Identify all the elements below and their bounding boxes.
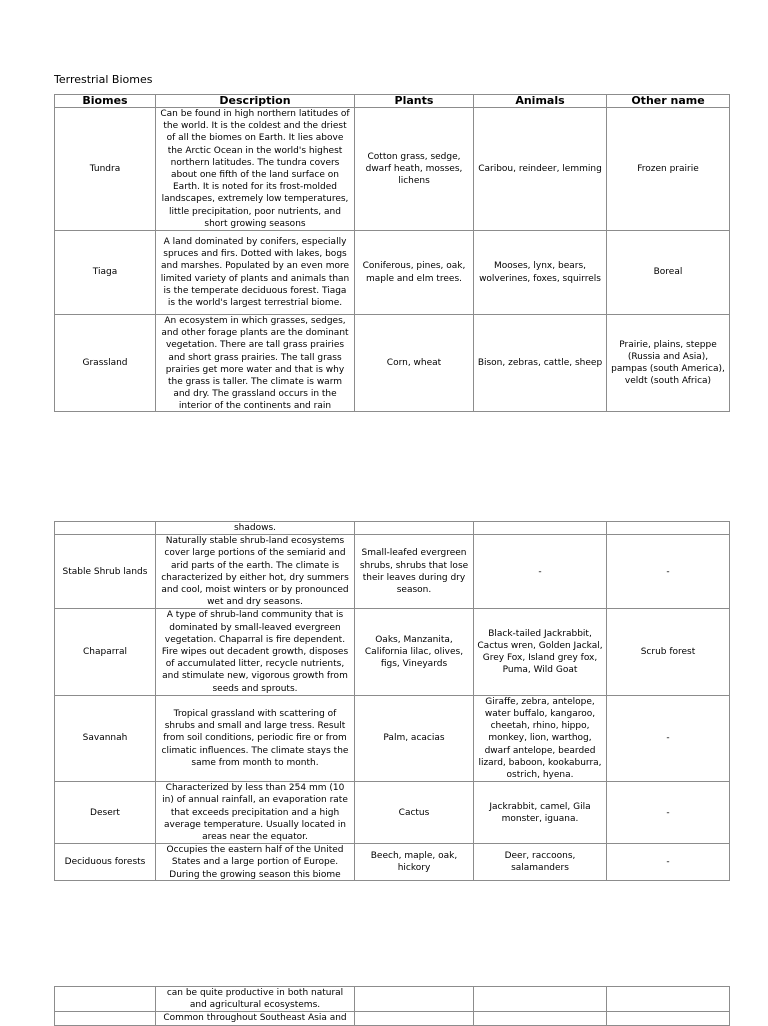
other-name-cell: - [607,844,730,881]
biome-cell: Tiaga [55,231,156,315]
animals-cell: - [474,535,607,609]
header-other-name: Other name [607,95,730,108]
table-row-tundra [55,108,730,231]
description-cell [156,844,355,881]
description-cell [156,315,355,412]
animals-cell: Caribou, reindeer, lemming [474,108,607,231]
header-biomes: Biomes [55,95,156,108]
animals-cell: Deer, raccoons, salamanders [474,844,607,881]
plants-cell: Cotton grass, sedge, dwarf heath, mosses, lichens [355,108,474,231]
animals-cell: Black-tailed Jackrabbit, Cactus wren, Golden Jackal, Grey Fox, Island grey fox, Puma, Wild Goat [474,609,607,695]
description-cell: A land dominated by conifers, especially spruces and firs. Dotted with lakes, bogs and marshes. Populated by an even more limited variety of plants and animals than is the temperate deciduous forest. Tiaga is the world's largest terrestrial biome. [156,231,355,315]
other-name-cell: - [607,695,730,781]
other-name-cell: - [607,535,730,609]
other-name-cell: Prairie, plains, steppe (Russia and Asia), pampas (south America), veldt (south Africa) [607,315,730,412]
table-row-grassland [55,315,730,412]
plants-cell: Cactus [355,782,474,844]
biome-cell [55,522,156,535]
other-name-cell: Frozen prairie [607,108,730,231]
description-cell: A type of shrub-land community that is dominated by small-leaved evergreen vegetation. Chaparral is fire dependent. Fire wipes out decadent growth, disposes of accumulated litter, recycle nutrients, and stimulate new, vigorous growth from seeds and sprouts. [156,609,355,695]
other-name-cell [607,522,730,535]
biome-cell: Desert [55,782,156,844]
animals-cell: Bison, zebras, cattle, sheep [474,315,607,412]
biomes-table-page3 [54,986,730,1026]
plants-cell: Palm, acacias [355,695,474,781]
header-description: Description [156,95,355,108]
table-row-tiaga [55,231,730,315]
table-header-row [55,95,730,108]
description-text: Common throughout Southeast Asia and [163,1013,347,1024]
animals-cell: Giraffe, zebra, antelope, water buffalo, kangaroo, cheetah, rhino, hippo, monkey, lion, warthog, dwarf antelope, bearded lizard, baboon, kookaburra, ostrich, hyena. [474,695,607,781]
biomes-table-page2 [54,521,730,881]
table-row-continuation [55,987,730,1012]
table-row-deciduous-forests [55,844,730,881]
description-cell: Can be found in high northern latitudes of the world. It is the coldest and the driest of all the biomes on Earth. It lies above the Arctic Ocean in the world's highest northern latitudes. The tundra covers about one fifth of the land surface on Earth. It is noted for its frost-molded landscapes, extremely low temperatures, little precipitation, poor nutrients, and short growing seasons [156,108,355,231]
plants-cell: Small-leafed evergreen shrubs, shrubs that lose their leaves during dry season. [355,535,474,609]
header-plants: Plants [355,95,474,108]
description-cell: can be quite productive in both natural and agricultural ecosystems. [156,987,355,1012]
table-row-chaparral [55,609,730,695]
document-title: Terrestrial Biomes [54,73,153,86]
description-cell: Naturally stable shrub-land ecosystems cover large portions of the semiarid and arid parts of the earth. The climate is characterized by either hot, dry summers and cool, moist winters or by pronounced wet and dry seasons. [156,535,355,609]
table-row-desert [55,782,730,844]
description-text: An ecosystem in which grasses, sedges, and other forage plants are the dominant vegetation. There are tall grass prairies and short grass prairies. The tall grass prairies get more water and that is why the grass is taller. The climate is warm and dry. The grassland occurs in the interior of the continents and rain [161,316,349,412]
description-cell: shadows. [156,522,355,535]
animals-cell [474,522,607,535]
plants-cell: Beech, maple, oak, hickory [355,844,474,881]
description-text: Occupies the eastern half of the United States and a large portion of Europe. During the growing season this biome [166,845,344,880]
biome-cell: Chaparral [55,609,156,695]
other-name-cell: Scrub forest [607,609,730,695]
plants-cell [355,987,474,1012]
biome-cell [55,987,156,1012]
animals-cell: Mooses, lynx, bears, wolverines, foxes, squirrels [474,231,607,315]
biome-cell: Deciduous forests [55,844,156,881]
plants-cell: Corn, wheat [355,315,474,412]
other-name-cell [607,987,730,1012]
plants-cell: Coniferous, pines, oak, maple and elm trees. [355,231,474,315]
biomes-table-page1 [54,94,730,412]
header-animals: Animals [474,95,607,108]
biome-cell: Savannah [55,695,156,781]
biome-cell: Stable Shrub lands [55,535,156,609]
plants-cell: Oaks, Manzanita, California lilac, olives, figs, Vineyards [355,609,474,695]
plants-cell [355,522,474,535]
animals-cell: Jackrabbit, camel, Gila monster, iguana. [474,782,607,844]
animals-cell [474,987,607,1012]
biome-cell: Tundra [55,108,156,231]
description-cell: Tropical grassland with scattering of shrubs and small and large tress. Result from soil conditions, periodic fire or from climatic influences. The climate stays the same from month to month. [156,695,355,781]
biome-cell: Grassland [55,315,156,412]
description-cell: Characterized by less than 254 mm (10 in) of annual rainfall, an evaporation rate that exceeds precipitation and a high average temperature. Usually located in areas near the equator. [156,782,355,844]
table-row-continuation [55,522,730,535]
other-name-cell: - [607,782,730,844]
other-name-cell: Boreal [607,231,730,315]
table-row-savannah [55,695,730,781]
table-row-stable-shrub-lands [55,535,730,609]
